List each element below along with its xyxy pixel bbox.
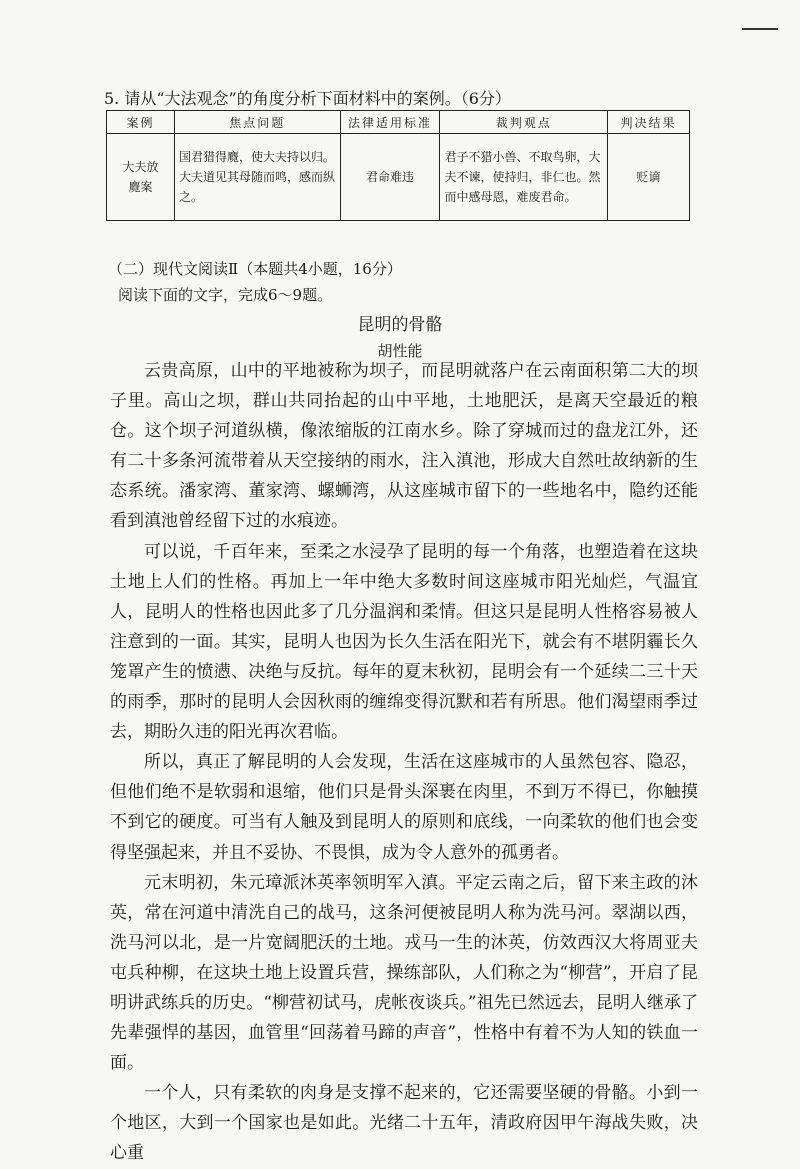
article-title: 昆明的骨骼 bbox=[357, 315, 443, 335]
cell-viewpoint: 君子不猎小兽、不取鸟卵，大夫不谏，使持归，非仁也。然而中感母恩，难废君命。 bbox=[440, 134, 608, 221]
section-heading: （二）现代文阅读Ⅱ（本题共4小题，16分） bbox=[108, 260, 402, 278]
paragraph: 云贵高原，山中的平地被称为坝子，而昆明就落户在云南面积第二大的坝子里。高山之坝，群山共同抬起的山中平地，土地肥沃，是离天空最近的粮仓。这个坝子河道纵横，像浓缩版的江南水乡。除了穿城而过的盘龙江外，还有二十多条河流带着从天空接纳的雨水，注入滇池，形成大自然吐故纳新的生态系统。潘家湾、董家湾、螺蛳湾，从这座城市留下的一些地名中，隐约还能看到滇池曾经留下过的水痕迹。 bbox=[110, 361, 698, 532]
reading-instruction: 阅读下面的文字，完成6～9题。 bbox=[118, 286, 333, 304]
cell-verdict: 贬谪 bbox=[608, 134, 690, 221]
header-case: 案例 bbox=[107, 111, 175, 134]
header-focus: 焦点问题 bbox=[174, 111, 340, 134]
header-verdict: 判决结果 bbox=[608, 111, 690, 134]
case-table bbox=[106, 110, 690, 221]
corner-dash bbox=[742, 28, 778, 30]
cell-case: 大夫放麑案 bbox=[107, 134, 175, 221]
cell-focus: 国君猎得麑，使大夫持以归。大夫道见其母随而鸣，感而纵之。 bbox=[174, 134, 340, 221]
header-standard: 法律适用标准 bbox=[340, 111, 440, 134]
header-viewpoint: 裁判观点 bbox=[440, 111, 608, 134]
article-body bbox=[110, 356, 698, 1169]
table-row bbox=[107, 134, 690, 221]
table-header-row bbox=[107, 111, 690, 134]
paragraph: 可以说，千百年来，至柔之水浸孕了昆明的每一个角落，也塑造着在这块土地上人们的性格。再加上一年中绝大多数时间这座城市阳光灿烂，气温宜人，昆明人的性格也因此多了几分温润和柔情。但这只是昆明人性格容易被人注意到的一面。其实，昆明人也因为长久生活在阳光下，就会有不堪阴霾长久笼罩产生的愤懑、决绝与反抗。每年的夏末秋初，昆明会有一个延续二三十天的雨季，那时的昆明人会因秋雨的缠绵变得沉默和若有所思。他们渴望雨季过去，期盼久违的阳光再次君临。 bbox=[110, 541, 698, 743]
paragraph: 一个人，只有柔软的肉身是支撑不起来的，它还需要坚硬的骨骼。小到一个地区，大到一个国家也是如此。光绪二十五年，清政府因甲午海战失败，决心重 bbox=[110, 1083, 698, 1164]
cell-standard: 君命难违 bbox=[340, 134, 440, 221]
paragraph: 元末明初，朱元璋派沐英率领明军入滇。平定云南之后，留下来主政的沐英，常在河道中清洗自己的战马，这条河便被昆明人称为洗马河。翠湖以西，洗马河以北，是一片宽阔肥沃的土地。戎马一生的沐英，仿效西汉大将周亚夫屯兵种柳，在这块土地上设置兵营，操练部队，人们称之为“柳营”，开启了昆明讲武练兵的历史。“柳营初试马，虎帐夜谈兵。”祖先已然远去，昆明人继承了先辈强悍的基因，血管里“回荡着马蹄的声音”，性格中有着不为人知的铁血一面。 bbox=[110, 872, 698, 1074]
article-author: 胡性能 bbox=[377, 342, 423, 360]
question-5: 5. 请从“大法观念”的角度分析下面材料中的案例。（6分） bbox=[104, 89, 511, 108]
paragraph: 所以，真正了解昆明的人会发现，生活在这座城市的人虽然包容、隐忍，但他们绝不是软弱和退缩，他们只是骨头深裹在肉里，不到万不得已，你触摸不到它的硬度。可当有人触及到昆明人的原则和底线，一向柔软的他们也会变得坚强起来，并且不妥协、不畏惧，成为令人意外的孤勇者。 bbox=[110, 752, 698, 863]
